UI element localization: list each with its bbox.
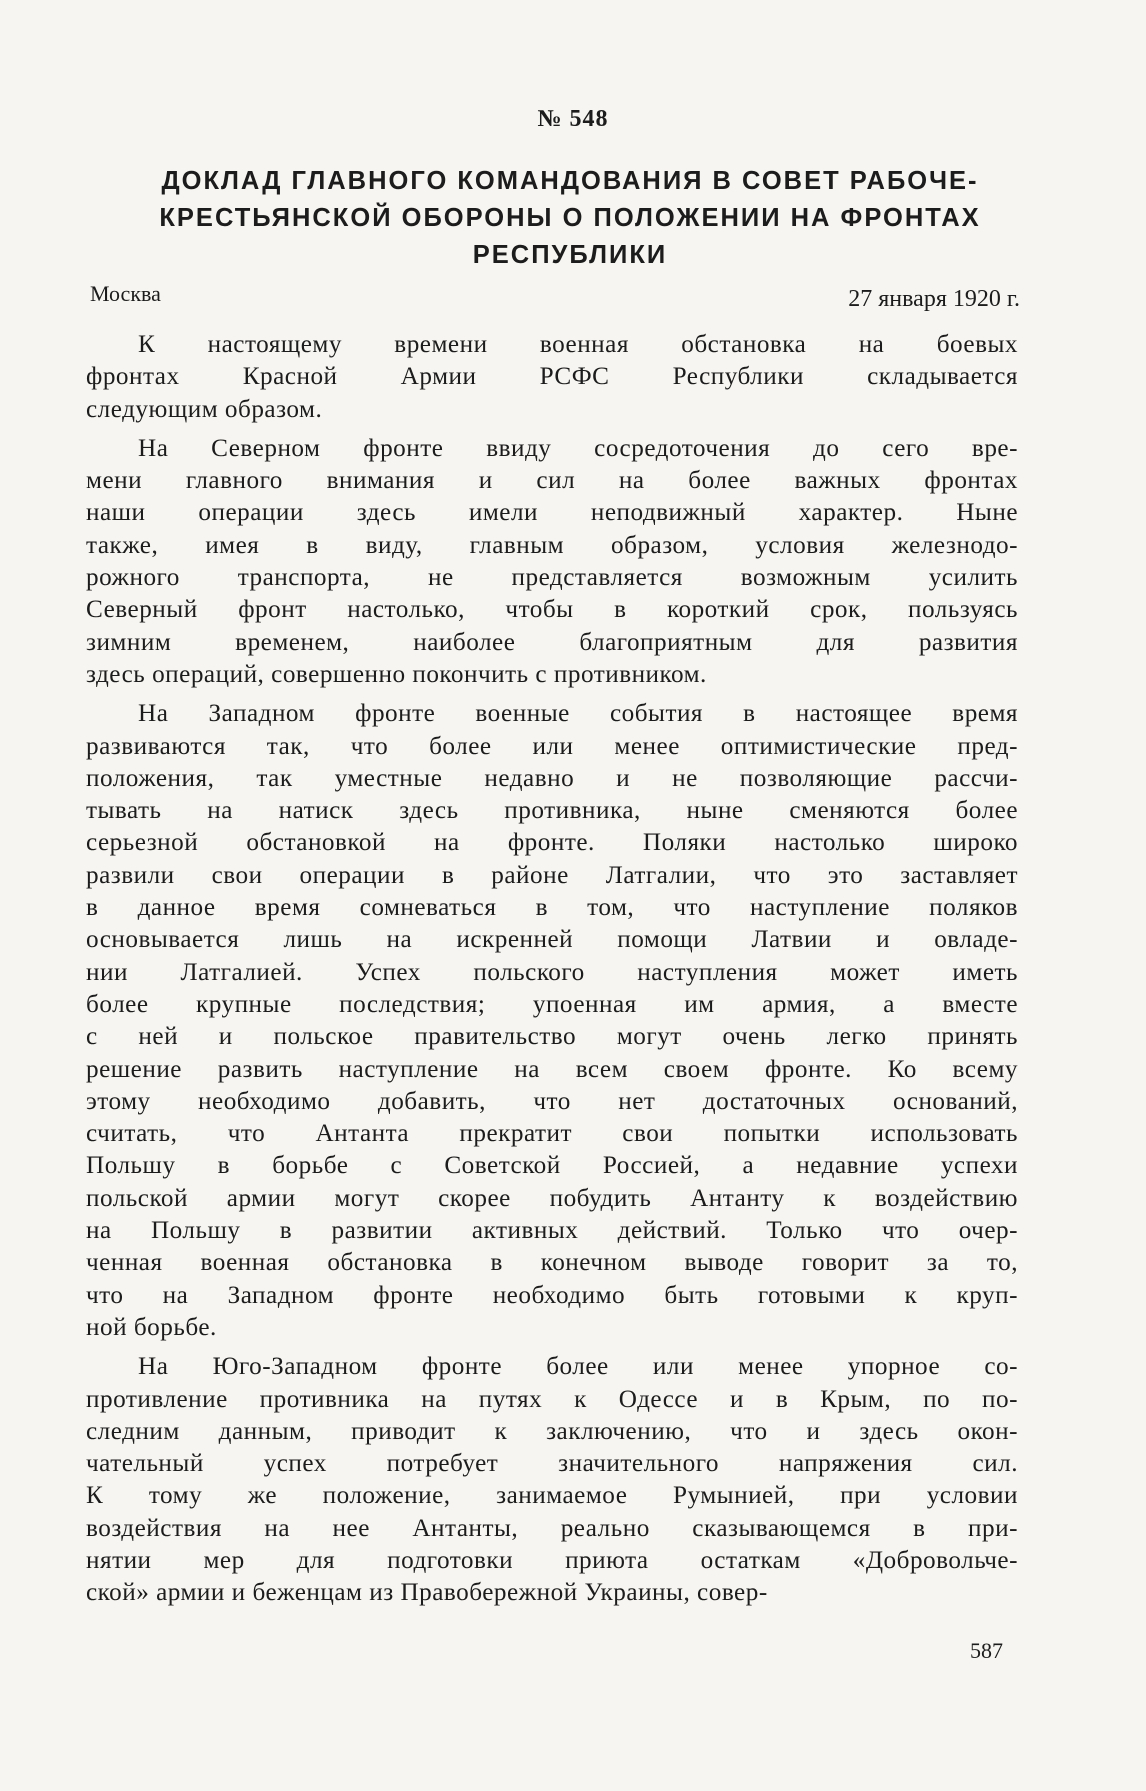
text-line: наши операции здесь имели неподвижный характер. Ныне — [86, 499, 1018, 527]
text-line: мени главного внимания и сил на более важных фронтах — [86, 467, 1018, 495]
text-line: К настоящему времени военная обстановка на боевых — [138, 331, 1018, 358]
text-line: считать, что Антанта прекратит свои попытки использовать — [86, 1120, 1018, 1148]
document-number: № 548 — [537, 106, 609, 132]
text-line: с ней и польское правительство могут очень легко принять — [86, 1023, 1018, 1051]
text-line: тывать на натиск здесь противника, ныне сменяются более — [86, 797, 1018, 825]
text-line: решение развить наступление на всем своем фронте. Ко всему — [86, 1055, 1018, 1083]
text-line: более крупные последствия; упоенная им армия, а вместе — [86, 990, 1018, 1018]
text-line: рожного транспорта, не представляется возможным усилить — [86, 564, 1018, 592]
document-body — [86, 329, 1018, 1610]
text-line: развиваются так, что более или менее оптимистические пред- — [86, 732, 1018, 760]
title-line: РЕСПУБЛИКИ — [472, 241, 668, 269]
text-line: Северный фронт настолько, чтобы в короткий срок, пользуясь — [86, 596, 1018, 624]
paragraph — [86, 698, 1018, 1344]
text-line: ченная военная обстановка в конечном выводе говорит за то, — [86, 1249, 1018, 1277]
text-line: На Северном фронте ввиду сосредоточения до сего вре- — [138, 434, 1018, 462]
text-line: на Польшу в развитии активных действий. Только что очер- — [86, 1217, 1018, 1245]
text-line: К тому же положение, занимаемое Румынией, при условии — [86, 1482, 1018, 1510]
text-line: воздействия на нее Антанты, реально сказывающемся в при- — [86, 1514, 1018, 1542]
text-line: польской армии могут скорее побудить Антанту к воздействию — [86, 1184, 1018, 1212]
document-place: Москва — [90, 281, 161, 306]
text-line: следующим образом. — [86, 395, 323, 423]
text-line: На Западном фронте военные события в настоящее время — [138, 700, 1018, 728]
text-line: также, имея в виду, главным образом, условия железнодо- — [86, 531, 1018, 559]
document-meta — [90, 273, 1020, 313]
document-date: 27 января 1920 г. — [848, 286, 1020, 312]
text-line: Польшу в борьбе с Советской Россией, а недавние успехи — [86, 1152, 1018, 1180]
title-line: КРЕСТЬЯНСКОЙ ОБОРОНЫ О ПОЛОЖЕНИИ НА ФРОНТАХ — [159, 204, 981, 232]
paragraph-gap — [86, 426, 1018, 433]
text-line: На Юго-Западном фронте более или менее упорное со- — [138, 1353, 1018, 1381]
document-title — [120, 163, 1020, 274]
paragraph — [86, 433, 1018, 691]
text-line: нятии мер для подготовки приюта остаткам «Добровольче- — [86, 1546, 1018, 1574]
paragraph — [86, 329, 1018, 426]
text-line: развили свои операции в районе Латгалии, что это заставляет — [86, 861, 1018, 889]
title-line: ДОКЛАД ГЛАВНОГО КОМАНДОВАНИЯ В СОВЕТ РАБОЧЕ- — [161, 167, 979, 195]
text-line: следним данным, приводит к заключению, что и здесь окон- — [86, 1417, 1018, 1445]
page-number: 587 — [970, 1638, 1003, 1663]
paragraph-gap — [86, 691, 1018, 698]
text-line: серьезной обстановкой на фронте. Поляки настолько широко — [86, 829, 1018, 857]
text-line: что на Западном фронте необходимо быть готовыми к круп- — [86, 1281, 1018, 1309]
text-line: чательный успех потребует значительного напряжения сил. — [86, 1450, 1018, 1478]
text-line: положения, так уместные недавно и не позволяющие рассчи- — [86, 764, 1018, 792]
text-line: в данное время сомневаться в том, что наступление поляков — [86, 894, 1018, 922]
text-line: ной борьбе. — [86, 1313, 217, 1341]
paragraph-gap — [86, 1344, 1018, 1351]
text-line: фронтах Красной Армии РСФС Республики складывается — [86, 363, 1018, 391]
text-line: противление противника на путях к Одессе и в Крым, по по- — [86, 1385, 1018, 1413]
text-line: этому необходимо добавить, что нет достаточных оснований, — [86, 1087, 1018, 1115]
text-line: ской» армии и беженцам из Правобережной Украины, совер- — [86, 1579, 768, 1607]
paragraph — [86, 1351, 1018, 1609]
text-line: зимним временем, наиболее благоприятным для развития — [86, 628, 1018, 656]
text-line: нии Латгалией. Успех польского наступления может иметь — [86, 958, 1018, 986]
text-line: основывается лишь на искренней помощи Латвии и овладе- — [86, 926, 1018, 954]
text-line: здесь операций, совершенно покончить с противником. — [86, 660, 707, 688]
